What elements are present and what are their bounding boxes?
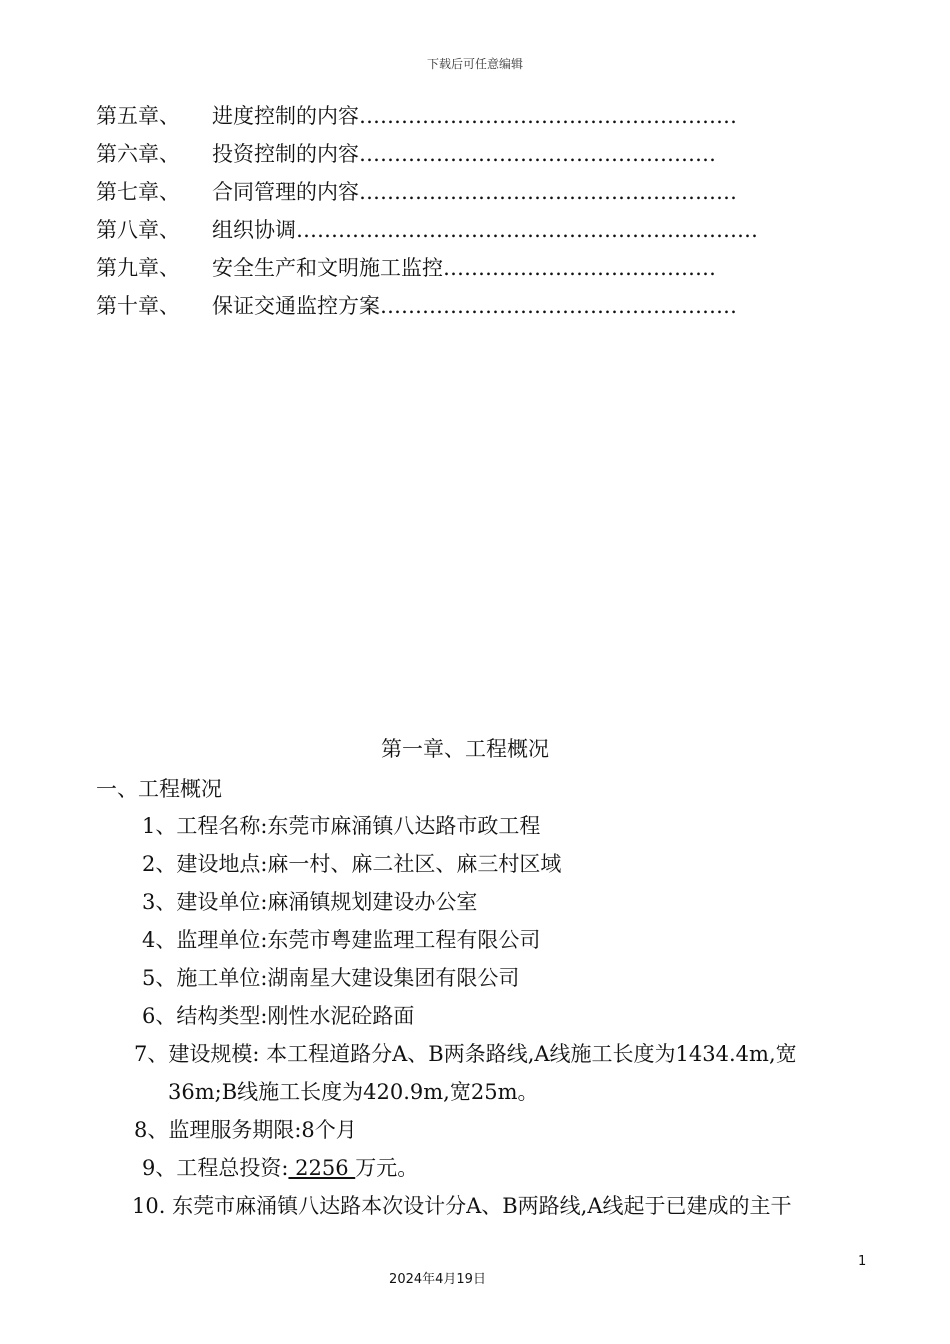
list-item: 6、结构类型:刚性水泥砼路面 bbox=[142, 1004, 415, 1028]
investment-label: 9、工程总投资: bbox=[142, 1156, 289, 1180]
chapter-title: 第一章、工程概况 bbox=[381, 737, 549, 761]
investment-unit: 万元。 bbox=[355, 1156, 419, 1180]
toc-item-title: 进度控制的内容……………………………………………… bbox=[212, 104, 737, 128]
list-item: 5、施工单位:湖南星大建设集团有限公司 bbox=[142, 966, 520, 990]
list-item: 8、监理服务期限:8个月 bbox=[134, 1118, 357, 1142]
toc-item-number: 第六章、 bbox=[96, 142, 180, 166]
toc-item-number: 第五章、 bbox=[96, 104, 180, 128]
toc-item bbox=[96, 176, 796, 214]
header-note: 下载后可任意编辑 bbox=[426, 57, 523, 71]
section-title: 一、工程概况 bbox=[96, 777, 222, 801]
list-item: 7、建设规模: 本工程道路分A、B两条路线,A线施工长度为1434.4m,宽 bbox=[134, 1042, 797, 1066]
page-number: 1 bbox=[858, 1254, 867, 1269]
table-of-contents bbox=[96, 100, 796, 328]
list-item-continuation: 36m;B线施工长度为420.9m,宽25m。 bbox=[168, 1080, 539, 1104]
list-item: 1、工程名称:东莞市麻涌镇八达路市政工程 bbox=[142, 814, 541, 838]
toc-item-number: 第八章、 bbox=[96, 218, 180, 242]
toc-item-title: 安全生产和文明施工监控………………………………… bbox=[212, 256, 716, 280]
toc-item-title: 组织协调………………………………………………………… bbox=[212, 218, 758, 242]
toc-item bbox=[96, 252, 796, 290]
list-item: 4、监理单位:东莞市粤建监理工程有限公司 bbox=[142, 928, 541, 952]
toc-item-title: 合同管理的内容……………………………………………… bbox=[212, 180, 737, 204]
investment-amount: 2256 bbox=[288, 1156, 356, 1180]
list-item-investment bbox=[142, 1152, 418, 1184]
footer-date: 2024年4月19日 bbox=[389, 1272, 486, 1287]
toc-item bbox=[96, 290, 796, 328]
toc-item-number: 第七章、 bbox=[96, 180, 180, 204]
list-item: 3、建设单位:麻涌镇规划建设办公室 bbox=[142, 890, 478, 914]
toc-item bbox=[96, 100, 796, 138]
toc-item bbox=[96, 214, 796, 252]
list-item: 2、建设地点:麻一村、麻二社区、麻三村区域 bbox=[142, 852, 562, 876]
toc-item bbox=[96, 138, 796, 176]
list-item: 10. 东莞市麻涌镇八达路本次设计分A、B两路线,A线起于已建成的主干 bbox=[132, 1194, 792, 1218]
toc-item-title: 投资控制的内容…………………………………………… bbox=[212, 142, 716, 166]
toc-item-number: 第九章、 bbox=[96, 256, 180, 280]
toc-item-title: 保证交通监控方案…………………………………………… bbox=[212, 294, 737, 318]
toc-item-number: 第十章、 bbox=[96, 294, 180, 318]
